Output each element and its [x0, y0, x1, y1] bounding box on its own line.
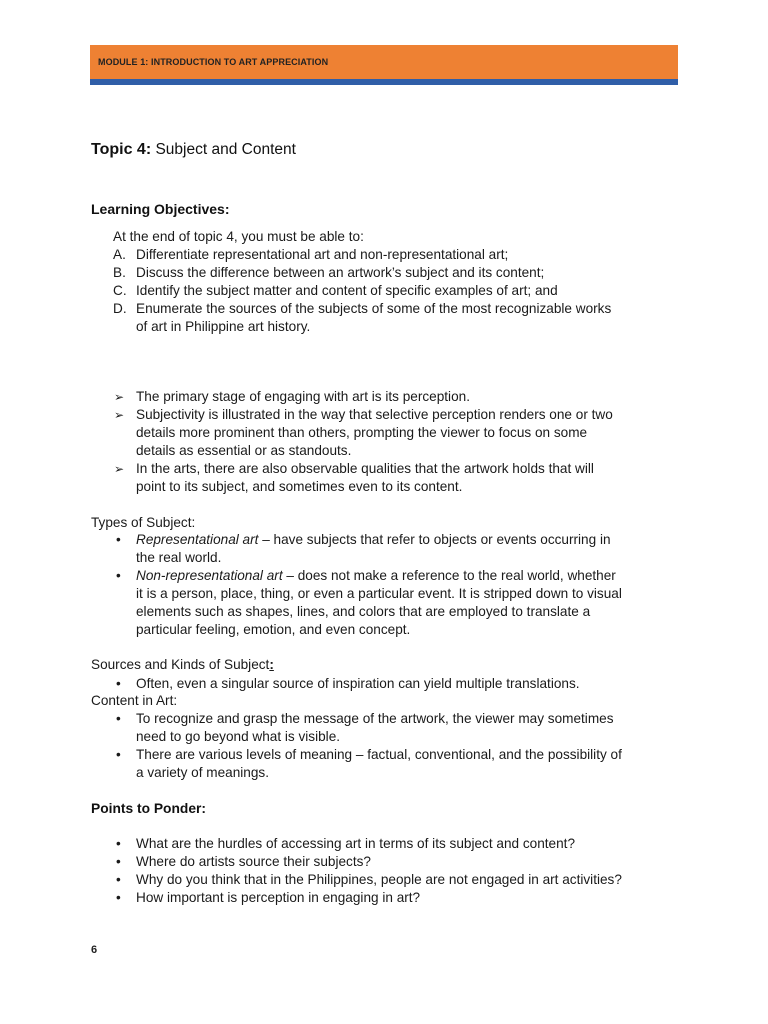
types-of-subject-heading: Types of Subject:	[91, 515, 196, 530]
term: Non-representational art	[136, 568, 283, 583]
bullet-icon: •	[116, 747, 121, 762]
bullet-icon: •	[116, 836, 121, 851]
topic-label: Topic 4:	[91, 141, 152, 158]
module-header-underline	[90, 79, 678, 85]
points-to-ponder-heading: Points to Ponder:	[91, 801, 206, 816]
list-item: A. Differentiate representational art and non-representational art;	[113, 247, 509, 262]
list-item: • Why do you think that in the Philippines, people are not engaged in art activities?	[116, 872, 622, 887]
bullet-icon: •	[116, 890, 121, 905]
content-in-art-heading: Content in Art:	[91, 693, 178, 708]
list-item: ➢ In the arts, there are also observable qualities that the artwork holds that will point to its subject, and sometimes even to its content.	[114, 461, 594, 494]
list-item: • How important is perception in engaging in art?	[116, 890, 421, 905]
arrow-bullet-icon: ➢	[114, 390, 125, 404]
arrow-bullet-icon: ➢	[114, 462, 125, 476]
list-item: • There are various levels of meaning – factual, conventional, and the possibility of a variety of meanings.	[116, 747, 622, 780]
list-item: C. Identify the subject matter and content of specific examples of art; and	[113, 283, 558, 298]
arrow-bullet-icon: ➢	[114, 408, 125, 422]
list-item: • Where do artists source their subjects?	[116, 854, 371, 869]
bullet-icon: •	[116, 711, 121, 726]
objectives-list	[113, 246, 612, 336]
list-marker: C.	[113, 283, 127, 298]
bullet-icon: •	[116, 854, 121, 869]
bullet-icon: •	[116, 568, 121, 583]
points-to-ponder-list	[116, 835, 622, 907]
sources-heading: Sources and Kinds of Subject:	[91, 657, 274, 672]
types-of-subject-list	[116, 531, 622, 639]
bullet-icon: •	[116, 676, 121, 691]
learning-objectives-heading: Learning Objectives:	[91, 201, 230, 217]
objectives-intro: At the end of topic 4, you must be able to:	[113, 229, 364, 244]
sources-list	[116, 675, 580, 693]
topic-title	[91, 141, 296, 159]
list-item: • To recognize and grasp the message of the artwork, the viewer may sometimes need to go beyond what is visible.	[116, 711, 614, 744]
list-marker: D.	[113, 301, 127, 316]
term: Representational art	[136, 532, 259, 547]
list-item: • Often, even a singular source of inspiration can yield multiple translations.	[116, 676, 580, 691]
list-item: • What are the hurdles of accessing art in terms of its subject and content?	[116, 836, 576, 851]
module-title: MODULE 1: INTRODUCTION TO ART APPRECIATION	[98, 57, 329, 67]
page-number: 6	[91, 944, 98, 956]
bullet-icon: •	[116, 532, 121, 547]
content-in-art-list	[116, 710, 622, 782]
list-marker: B.	[113, 265, 126, 280]
topic-name: Subject and Content	[155, 141, 296, 158]
list-item: B. Discuss the difference between an artwork’s subject and its content;	[113, 265, 545, 280]
list-marker: A.	[113, 247, 126, 262]
list-item: ➢ The primary stage of engaging with art is its perception.	[114, 389, 470, 404]
list-item: ➢ Subjectivity is illustrated in the way that selective perception renders one or two details more prominent than others, prompting the viewer to focus on some details as essential or as standouts.	[114, 407, 613, 458]
bullet-icon: •	[116, 872, 121, 887]
list-item: • Non-representational art – does not make a reference to the real world, whether it is a person, place, thing, or even a particular event. It is stripped down to visual elements such as shapes, lines, and colors that are employed to translate a particular feeling, emotion, and even concept.	[116, 568, 622, 637]
key-points-list	[114, 388, 613, 496]
list-item: • Representational art – have subjects that refer to objects or events occurring in the real world.	[116, 532, 611, 565]
list-item: D. Enumerate the sources of the subjects of some of the most recognizable works of art in Philippine art history.	[113, 301, 612, 334]
